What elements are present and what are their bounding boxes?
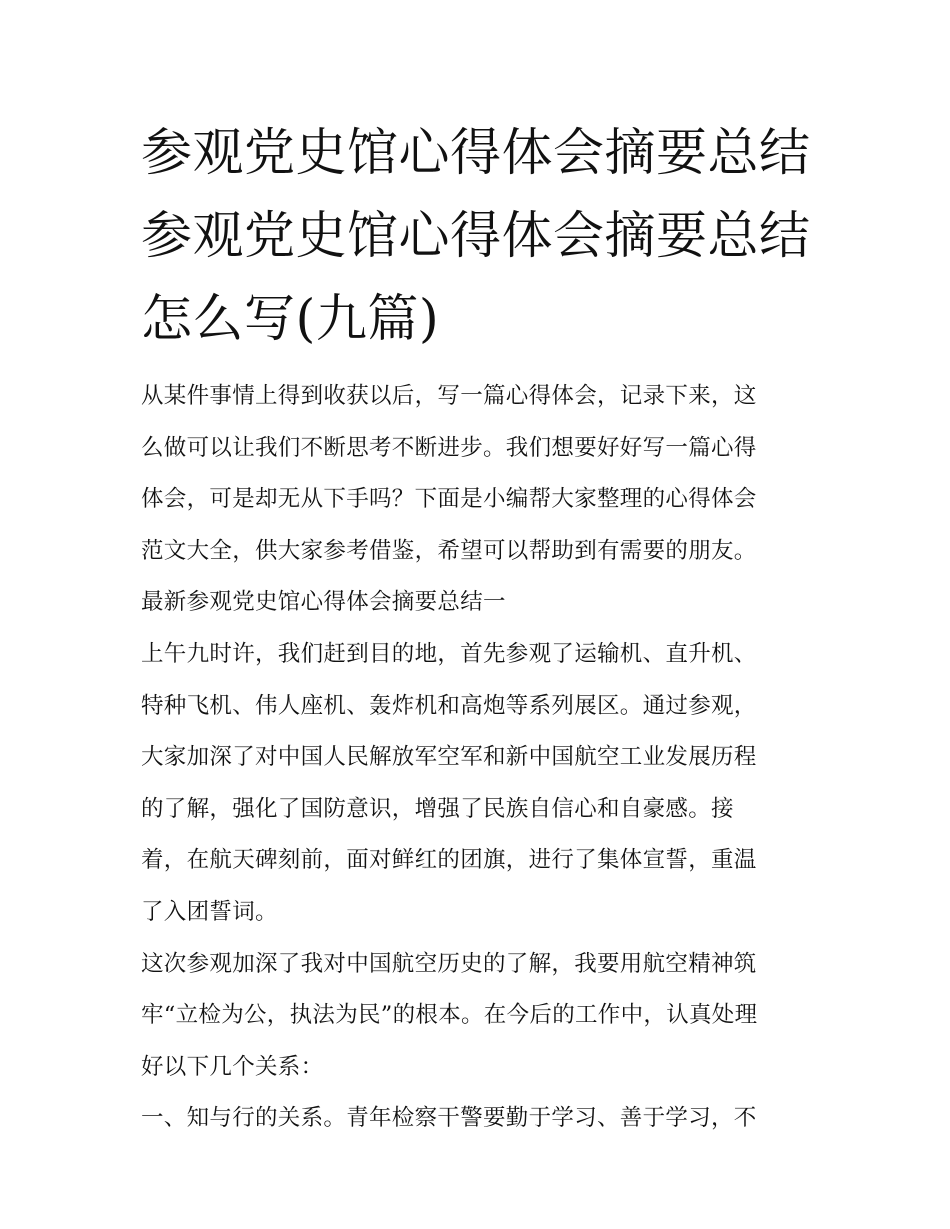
paragraph-line: 从某件事情上得到收获以后，写一篇心得体会，记录下来，这 <box>141 383 757 409</box>
paragraph-line: 着，在航天碑刻前，面对鲜红的团旗，进行了集体宣誓，重温 <box>141 847 757 874</box>
paragraph-line: 好以下几个关系： <box>141 1053 324 1080</box>
paragraph-line: 大家加深了对中国人民解放军空军和新中国航空工业发展历程 <box>141 744 757 771</box>
paragraph-line: 了入团誓词。 <box>141 898 278 925</box>
paragraph-line: 特种飞机、伟人座机、轰炸机和高炮等系列展区。通过参观， <box>141 692 757 719</box>
paragraph-line: 这次参观加深了我对中国航空历史的了解，我要用航空精神筑 <box>141 950 757 977</box>
paragraph-line: 范文大全，供大家参考借鉴，希望可以帮助到有需要的朋友。 <box>141 537 757 564</box>
section-heading: 最新参观党史馆心得体会摘要总结一 <box>141 589 506 616</box>
paragraph-line: 么做可以让我们不断思考不断进步。我们想要好好写一篇心得 <box>141 434 757 461</box>
document-page <box>141 112 816 1145</box>
paragraph-line: 牢“立检为公，执法为民”的根本。在今后的工作中，认真处理 <box>141 1002 758 1029</box>
document-body <box>141 371 816 1145</box>
paragraph-line: 的了解，强化了国防意识，增强了民族自信心和自豪感。接 <box>141 795 734 822</box>
paragraph-line: 体会，可是却无从下手吗？下面是小编帮大家整理的心得体会 <box>141 486 757 513</box>
paragraph-line: 上午九时许，我们赶到目的地，首先参观了运输机、直升机、 <box>141 640 757 667</box>
document-title: 参观党史馆心得体会摘要总结 参观党史馆心得体会摘要总结 怎么写(九篇) <box>141 124 811 349</box>
paragraph-line: 一、知与行的关系。青年检察干警要勤于学习、善于学习，不 <box>141 1105 757 1132</box>
